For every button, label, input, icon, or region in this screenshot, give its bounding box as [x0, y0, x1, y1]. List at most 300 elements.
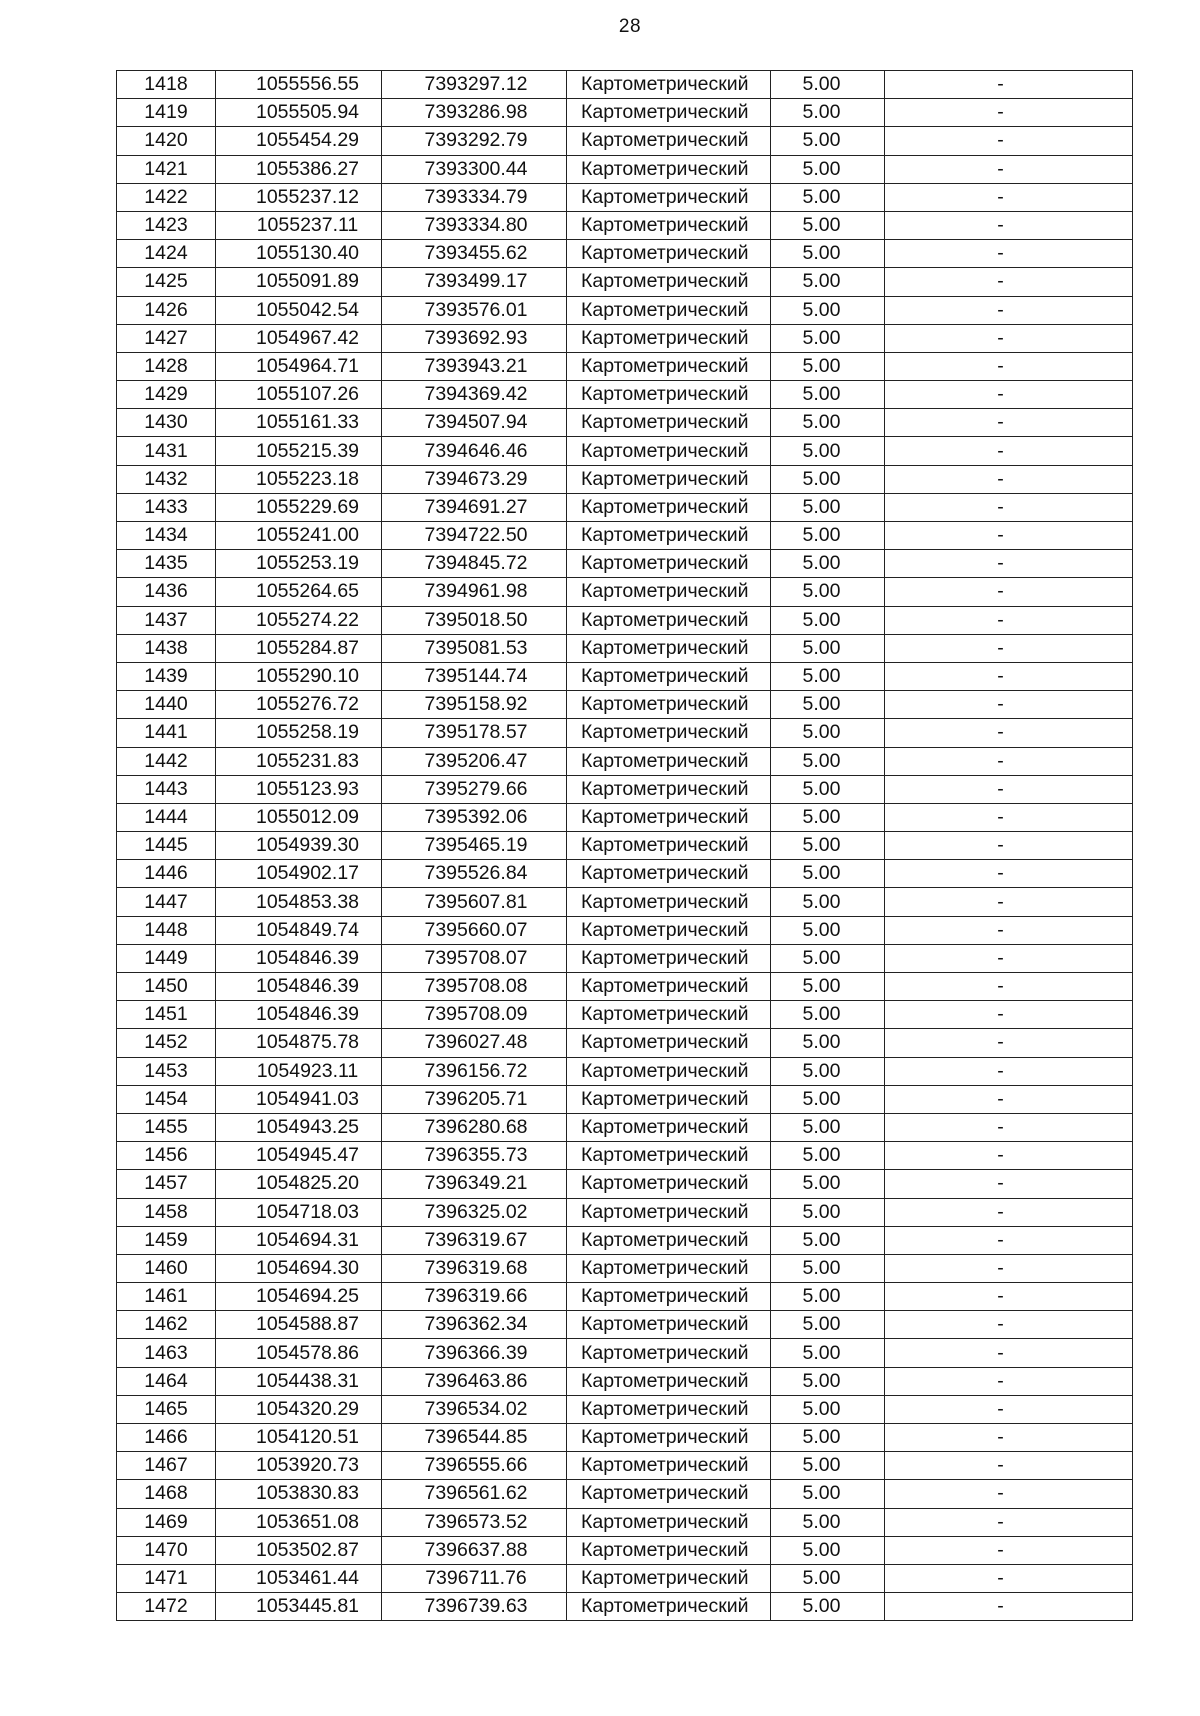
point-number-cell: 1455: [117, 1113, 216, 1141]
x-coordinate-cell: 1054875.78: [216, 1029, 382, 1057]
table-row: [117, 1480, 1133, 1508]
x-coordinate-cell: 1054846.39: [216, 1001, 382, 1029]
method-cell: Картометрический: [567, 803, 771, 831]
y-coordinate-cell: 7396561.62: [382, 1480, 567, 1508]
note-cell: -: [885, 1367, 1133, 1395]
method-cell: Картометрический: [567, 916, 771, 944]
x-coordinate-cell: 1054588.87: [216, 1311, 382, 1339]
point-number-cell: 1435: [117, 550, 216, 578]
y-coordinate-cell: 7395392.06: [382, 803, 567, 831]
note-cell: -: [885, 1452, 1133, 1480]
x-coordinate-cell: 1055091.89: [216, 268, 382, 296]
accuracy-cell: 5.00: [771, 662, 885, 690]
note-cell: -: [885, 1029, 1133, 1057]
point-number-cell: 1440: [117, 691, 216, 719]
y-coordinate-cell: 7395607.81: [382, 888, 567, 916]
point-number-cell: 1446: [117, 860, 216, 888]
method-cell: Картометрический: [567, 409, 771, 437]
x-coordinate-cell: 1054694.25: [216, 1283, 382, 1311]
point-number-cell: 1451: [117, 1001, 216, 1029]
table-row: [117, 634, 1133, 662]
method-cell: Картометрический: [567, 944, 771, 972]
y-coordinate-cell: 7396534.02: [382, 1395, 567, 1423]
method-cell: Картометрический: [567, 99, 771, 127]
method-cell: Картометрический: [567, 1536, 771, 1564]
table-row: [117, 437, 1133, 465]
note-cell: -: [885, 1001, 1133, 1029]
table-row: [117, 1170, 1133, 1198]
accuracy-cell: 5.00: [771, 973, 885, 1001]
table-row: [117, 1367, 1133, 1395]
point-number-cell: 1467: [117, 1452, 216, 1480]
point-number-cell: 1447: [117, 888, 216, 916]
accuracy-cell: 5.00: [771, 1395, 885, 1423]
method-cell: Картометрический: [567, 691, 771, 719]
method-cell: Картометрический: [567, 606, 771, 634]
method-cell: Картометрический: [567, 550, 771, 578]
accuracy-cell: 5.00: [771, 1593, 885, 1621]
point-number-cell: 1443: [117, 775, 216, 803]
table-row: [117, 1198, 1133, 1226]
note-cell: -: [885, 409, 1133, 437]
table-row: [117, 296, 1133, 324]
table-row: [117, 747, 1133, 775]
note-cell: -: [885, 1593, 1133, 1621]
note-cell: -: [885, 296, 1133, 324]
table-row: [117, 606, 1133, 634]
method-cell: Картометрический: [567, 493, 771, 521]
accuracy-cell: 5.00: [771, 550, 885, 578]
note-cell: -: [885, 1085, 1133, 1113]
y-coordinate-cell: 7395081.53: [382, 634, 567, 662]
accuracy-cell: 5.00: [771, 691, 885, 719]
note-cell: -: [885, 550, 1133, 578]
x-coordinate-cell: 1054902.17: [216, 860, 382, 888]
note-cell: -: [885, 211, 1133, 239]
y-coordinate-cell: 7394845.72: [382, 550, 567, 578]
accuracy-cell: 5.00: [771, 240, 885, 268]
method-cell: Картометрический: [567, 240, 771, 268]
x-coordinate-cell: 1054939.30: [216, 832, 382, 860]
accuracy-cell: 5.00: [771, 381, 885, 409]
method-cell: Картометрический: [567, 973, 771, 1001]
note-cell: -: [885, 240, 1133, 268]
accuracy-cell: 5.00: [771, 465, 885, 493]
x-coordinate-cell: 1055284.87: [216, 634, 382, 662]
note-cell: -: [885, 1057, 1133, 1085]
point-number-cell: 1442: [117, 747, 216, 775]
note-cell: -: [885, 860, 1133, 888]
note-cell: -: [885, 1170, 1133, 1198]
x-coordinate-cell: 1054578.86: [216, 1339, 382, 1367]
accuracy-cell: 5.00: [771, 578, 885, 606]
note-cell: -: [885, 888, 1133, 916]
y-coordinate-cell: 7396349.21: [382, 1170, 567, 1198]
point-number-cell: 1468: [117, 1480, 216, 1508]
y-coordinate-cell: 7395526.84: [382, 860, 567, 888]
note-cell: -: [885, 1508, 1133, 1536]
point-number-cell: 1459: [117, 1226, 216, 1254]
x-coordinate-cell: 1053651.08: [216, 1508, 382, 1536]
point-number-cell: 1423: [117, 211, 216, 239]
note-cell: -: [885, 944, 1133, 972]
accuracy-cell: 5.00: [771, 803, 885, 831]
table-row: [117, 916, 1133, 944]
point-number-cell: 1434: [117, 522, 216, 550]
table-row: [117, 888, 1133, 916]
coordinates-table-body: [117, 71, 1133, 1621]
point-number-cell: 1472: [117, 1593, 216, 1621]
accuracy-cell: 5.00: [771, 268, 885, 296]
note-cell: -: [885, 183, 1133, 211]
note-cell: -: [885, 691, 1133, 719]
y-coordinate-cell: 7396573.52: [382, 1508, 567, 1536]
method-cell: Картометрический: [567, 1142, 771, 1170]
point-number-cell: 1429: [117, 381, 216, 409]
accuracy-cell: 5.00: [771, 1085, 885, 1113]
table-row: [117, 183, 1133, 211]
method-cell: Картометрический: [567, 1254, 771, 1282]
method-cell: Картометрический: [567, 832, 771, 860]
note-cell: -: [885, 437, 1133, 465]
note-cell: -: [885, 1113, 1133, 1141]
accuracy-cell: 5.00: [771, 324, 885, 352]
y-coordinate-cell: 7395660.07: [382, 916, 567, 944]
accuracy-cell: 5.00: [771, 860, 885, 888]
x-coordinate-cell: 1055215.39: [216, 437, 382, 465]
x-coordinate-cell: 1054853.38: [216, 888, 382, 916]
method-cell: Картометрический: [567, 719, 771, 747]
method-cell: Картометрический: [567, 381, 771, 409]
y-coordinate-cell: 7396325.02: [382, 1198, 567, 1226]
accuracy-cell: 5.00: [771, 296, 885, 324]
x-coordinate-cell: 1054120.51: [216, 1424, 382, 1452]
y-coordinate-cell: 7395018.50: [382, 606, 567, 634]
note-cell: -: [885, 522, 1133, 550]
x-coordinate-cell: 1053920.73: [216, 1452, 382, 1480]
y-coordinate-cell: 7394961.98: [382, 578, 567, 606]
x-coordinate-cell: 1055012.09: [216, 803, 382, 831]
y-coordinate-cell: 7394673.29: [382, 465, 567, 493]
point-number-cell: 1449: [117, 944, 216, 972]
accuracy-cell: 5.00: [771, 1226, 885, 1254]
table-row: [117, 691, 1133, 719]
accuracy-cell: 5.00: [771, 211, 885, 239]
x-coordinate-cell: 1055229.69: [216, 493, 382, 521]
table-row: [117, 832, 1133, 860]
note-cell: -: [885, 1226, 1133, 1254]
table-row: [117, 1339, 1133, 1367]
y-coordinate-cell: 7393300.44: [382, 155, 567, 183]
x-coordinate-cell: 1053830.83: [216, 1480, 382, 1508]
y-coordinate-cell: 7396156.72: [382, 1057, 567, 1085]
y-coordinate-cell: 7396205.71: [382, 1085, 567, 1113]
point-number-cell: 1471: [117, 1564, 216, 1592]
x-coordinate-cell: 1055258.19: [216, 719, 382, 747]
table-row: [117, 409, 1133, 437]
x-coordinate-cell: 1054694.30: [216, 1254, 382, 1282]
accuracy-cell: 5.00: [771, 1198, 885, 1226]
x-coordinate-cell: 1055237.11: [216, 211, 382, 239]
y-coordinate-cell: 7395708.09: [382, 1001, 567, 1029]
table-row: [117, 719, 1133, 747]
y-coordinate-cell: 7396362.34: [382, 1311, 567, 1339]
point-number-cell: 1432: [117, 465, 216, 493]
method-cell: Картометрический: [567, 352, 771, 380]
x-coordinate-cell: 1054945.47: [216, 1142, 382, 1170]
accuracy-cell: 5.00: [771, 1057, 885, 1085]
method-cell: Картометрический: [567, 775, 771, 803]
table-row: [117, 1254, 1133, 1282]
x-coordinate-cell: 1054694.31: [216, 1226, 382, 1254]
table-row: [117, 1226, 1133, 1254]
method-cell: Картометрический: [567, 211, 771, 239]
note-cell: -: [885, 634, 1133, 662]
note-cell: -: [885, 578, 1133, 606]
method-cell: Картометрический: [567, 1311, 771, 1339]
x-coordinate-cell: 1055253.19: [216, 550, 382, 578]
point-number-cell: 1456: [117, 1142, 216, 1170]
accuracy-cell: 5.00: [771, 1508, 885, 1536]
y-coordinate-cell: 7393297.12: [382, 71, 567, 99]
y-coordinate-cell: 7393943.21: [382, 352, 567, 380]
table-row: [117, 99, 1133, 127]
note-cell: -: [885, 71, 1133, 99]
accuracy-cell: 5.00: [771, 1283, 885, 1311]
method-cell: Картометрический: [567, 522, 771, 550]
point-number-cell: 1454: [117, 1085, 216, 1113]
x-coordinate-cell: 1055264.65: [216, 578, 382, 606]
x-coordinate-cell: 1054718.03: [216, 1198, 382, 1226]
point-number-cell: 1460: [117, 1254, 216, 1282]
table-row: [117, 71, 1133, 99]
y-coordinate-cell: 7396711.76: [382, 1564, 567, 1592]
x-coordinate-cell: 1055231.83: [216, 747, 382, 775]
x-coordinate-cell: 1055123.93: [216, 775, 382, 803]
method-cell: Картометрический: [567, 1339, 771, 1367]
point-number-cell: 1437: [117, 606, 216, 634]
accuracy-cell: 5.00: [771, 1170, 885, 1198]
x-coordinate-cell: 1055274.22: [216, 606, 382, 634]
point-number-cell: 1425: [117, 268, 216, 296]
note-cell: -: [885, 1536, 1133, 1564]
point-number-cell: 1436: [117, 578, 216, 606]
table-row: [117, 944, 1133, 972]
method-cell: Картометрический: [567, 1057, 771, 1085]
x-coordinate-cell: 1055556.55: [216, 71, 382, 99]
accuracy-cell: 5.00: [771, 916, 885, 944]
accuracy-cell: 5.00: [771, 1536, 885, 1564]
x-coordinate-cell: 1055130.40: [216, 240, 382, 268]
note-cell: -: [885, 916, 1133, 944]
y-coordinate-cell: 7393334.79: [382, 183, 567, 211]
y-coordinate-cell: 7396463.86: [382, 1367, 567, 1395]
note-cell: -: [885, 127, 1133, 155]
method-cell: Картометрический: [567, 1170, 771, 1198]
coordinates-table: [116, 70, 1133, 1621]
accuracy-cell: 5.00: [771, 522, 885, 550]
method-cell: Картометрический: [567, 1029, 771, 1057]
x-coordinate-cell: 1055107.26: [216, 381, 382, 409]
y-coordinate-cell: 7396319.66: [382, 1283, 567, 1311]
accuracy-cell: 5.00: [771, 747, 885, 775]
x-coordinate-cell: 1054923.11: [216, 1057, 382, 1085]
accuracy-cell: 5.00: [771, 1452, 885, 1480]
point-number-cell: 1421: [117, 155, 216, 183]
method-cell: Картометрический: [567, 747, 771, 775]
method-cell: Картометрический: [567, 662, 771, 690]
method-cell: Картометрический: [567, 268, 771, 296]
note-cell: -: [885, 268, 1133, 296]
method-cell: Картометрический: [567, 1283, 771, 1311]
accuracy-cell: 5.00: [771, 127, 885, 155]
accuracy-cell: 5.00: [771, 155, 885, 183]
point-number-cell: 1431: [117, 437, 216, 465]
accuracy-cell: 5.00: [771, 1339, 885, 1367]
table-row: [117, 1142, 1133, 1170]
x-coordinate-cell: 1054964.71: [216, 352, 382, 380]
method-cell: Картометрический: [567, 183, 771, 211]
accuracy-cell: 5.00: [771, 437, 885, 465]
accuracy-cell: 5.00: [771, 832, 885, 860]
table-row: [117, 127, 1133, 155]
y-coordinate-cell: 7395279.66: [382, 775, 567, 803]
table-row: [117, 1113, 1133, 1141]
x-coordinate-cell: 1055161.33: [216, 409, 382, 437]
method-cell: Картометрический: [567, 578, 771, 606]
point-number-cell: 1430: [117, 409, 216, 437]
note-cell: -: [885, 747, 1133, 775]
page-number: 28: [618, 16, 642, 37]
accuracy-cell: 5.00: [771, 1424, 885, 1452]
x-coordinate-cell: 1054849.74: [216, 916, 382, 944]
point-number-cell: 1453: [117, 1057, 216, 1085]
y-coordinate-cell: 7396319.68: [382, 1254, 567, 1282]
note-cell: -: [885, 352, 1133, 380]
note-cell: -: [885, 1198, 1133, 1226]
table-row: [117, 1057, 1133, 1085]
table-row: [117, 1085, 1133, 1113]
y-coordinate-cell: 7395144.74: [382, 662, 567, 690]
x-coordinate-cell: 1055276.72: [216, 691, 382, 719]
note-cell: -: [885, 719, 1133, 747]
accuracy-cell: 5.00: [771, 493, 885, 521]
table-row: [117, 1001, 1133, 1029]
x-coordinate-cell: 1054943.25: [216, 1113, 382, 1141]
method-cell: Картометрический: [567, 1480, 771, 1508]
x-coordinate-cell: 1055241.00: [216, 522, 382, 550]
method-cell: Картометрический: [567, 324, 771, 352]
table-row: [117, 268, 1133, 296]
accuracy-cell: 5.00: [771, 719, 885, 747]
point-number-cell: 1469: [117, 1508, 216, 1536]
point-number-cell: 1458: [117, 1198, 216, 1226]
x-coordinate-cell: 1055223.18: [216, 465, 382, 493]
note-cell: -: [885, 606, 1133, 634]
method-cell: Картометрический: [567, 860, 771, 888]
accuracy-cell: 5.00: [771, 944, 885, 972]
method-cell: Картометрический: [567, 634, 771, 662]
table-row: [117, 775, 1133, 803]
accuracy-cell: 5.00: [771, 99, 885, 127]
table-row: [117, 1452, 1133, 1480]
point-number-cell: 1448: [117, 916, 216, 944]
accuracy-cell: 5.00: [771, 775, 885, 803]
table-row: [117, 578, 1133, 606]
accuracy-cell: 5.00: [771, 409, 885, 437]
point-number-cell: 1427: [117, 324, 216, 352]
accuracy-cell: 5.00: [771, 71, 885, 99]
note-cell: -: [885, 1424, 1133, 1452]
note-cell: -: [885, 1283, 1133, 1311]
point-number-cell: 1463: [117, 1339, 216, 1367]
x-coordinate-cell: 1055454.29: [216, 127, 382, 155]
accuracy-cell: 5.00: [771, 1367, 885, 1395]
y-coordinate-cell: 7395708.07: [382, 944, 567, 972]
y-coordinate-cell: 7393455.62: [382, 240, 567, 268]
point-number-cell: 1424: [117, 240, 216, 268]
method-cell: Картометрический: [567, 1508, 771, 1536]
table-row: [117, 324, 1133, 352]
point-number-cell: 1420: [117, 127, 216, 155]
accuracy-cell: 5.00: [771, 1001, 885, 1029]
table-row: [117, 1508, 1133, 1536]
point-number-cell: 1422: [117, 183, 216, 211]
note-cell: -: [885, 1142, 1133, 1170]
point-number-cell: 1428: [117, 352, 216, 380]
table-row: [117, 381, 1133, 409]
y-coordinate-cell: 7393334.80: [382, 211, 567, 239]
x-coordinate-cell: 1055505.94: [216, 99, 382, 127]
y-coordinate-cell: 7396739.63: [382, 1593, 567, 1621]
note-cell: -: [885, 1480, 1133, 1508]
y-coordinate-cell: 7395158.92: [382, 691, 567, 719]
note-cell: -: [885, 465, 1133, 493]
accuracy-cell: 5.00: [771, 606, 885, 634]
note-cell: -: [885, 775, 1133, 803]
method-cell: Картометрический: [567, 437, 771, 465]
method-cell: Картометрический: [567, 1226, 771, 1254]
point-number-cell: 1419: [117, 99, 216, 127]
table-row: [117, 240, 1133, 268]
method-cell: Картометрический: [567, 127, 771, 155]
method-cell: Картометрический: [567, 1564, 771, 1592]
table-row: [117, 522, 1133, 550]
accuracy-cell: 5.00: [771, 1564, 885, 1592]
point-number-cell: 1457: [117, 1170, 216, 1198]
note-cell: -: [885, 803, 1133, 831]
x-coordinate-cell: 1054846.39: [216, 944, 382, 972]
point-number-cell: 1452: [117, 1029, 216, 1057]
accuracy-cell: 5.00: [771, 1480, 885, 1508]
point-number-cell: 1466: [117, 1424, 216, 1452]
point-number-cell: 1439: [117, 662, 216, 690]
point-number-cell: 1464: [117, 1367, 216, 1395]
accuracy-cell: 5.00: [771, 352, 885, 380]
y-coordinate-cell: 7396280.68: [382, 1113, 567, 1141]
y-coordinate-cell: 7396355.73: [382, 1142, 567, 1170]
point-number-cell: 1433: [117, 493, 216, 521]
note-cell: -: [885, 99, 1133, 127]
y-coordinate-cell: 7395708.08: [382, 973, 567, 1001]
y-coordinate-cell: 7396027.48: [382, 1029, 567, 1057]
note-cell: -: [885, 493, 1133, 521]
table-row: [117, 803, 1133, 831]
table-row: [117, 1424, 1133, 1452]
note-cell: -: [885, 973, 1133, 1001]
method-cell: Картометрический: [567, 1367, 771, 1395]
note-cell: -: [885, 662, 1133, 690]
